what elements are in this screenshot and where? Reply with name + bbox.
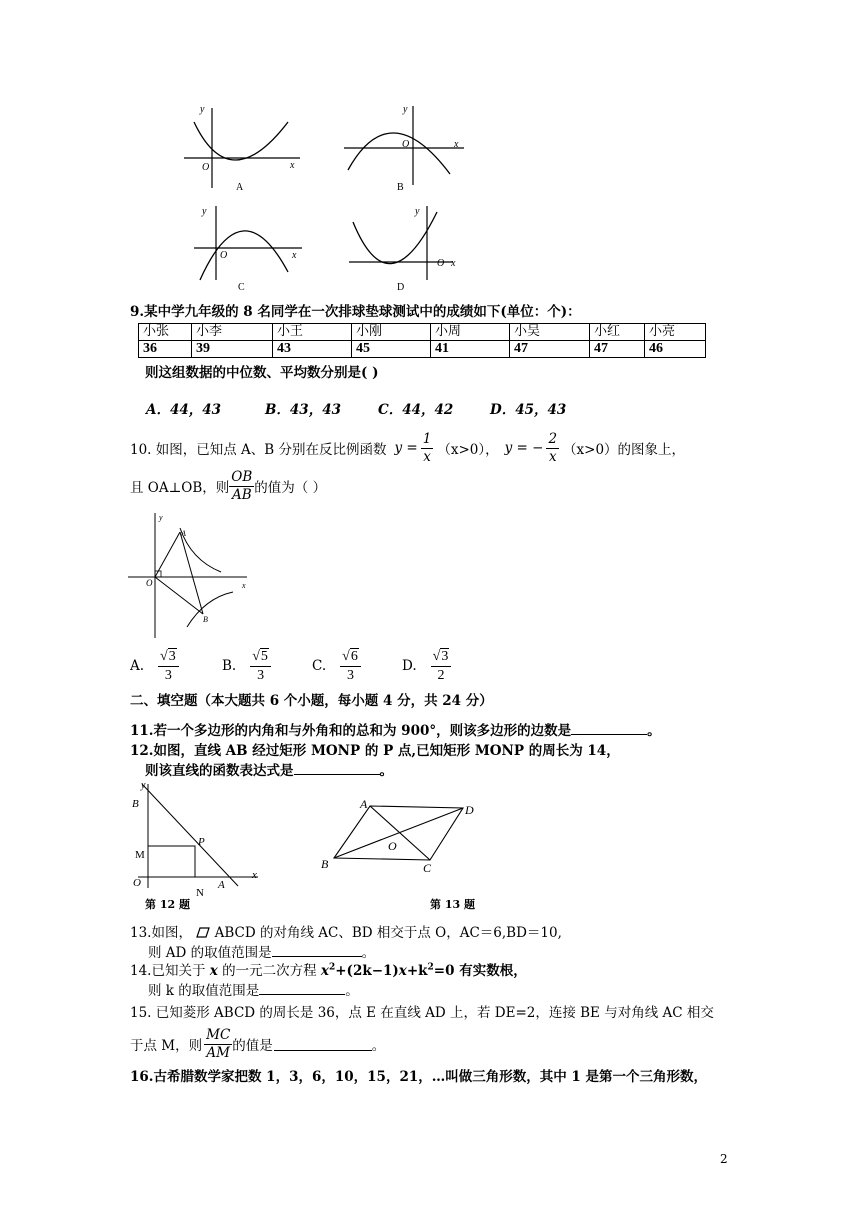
q13-answer-blank[interactable]: [272, 944, 362, 957]
score-cell: 47: [590, 341, 645, 358]
q13-fig-a: A: [360, 797, 368, 811]
q10-option-d-label: D.: [402, 658, 417, 674]
q13-line1-rest: ABCD 的对角线 AC、BD 相交于点 O，AC＝6,BD＝10,: [214, 925, 562, 941]
name-cell: 小亮: [645, 324, 706, 341]
name-cell: 小刚: [352, 324, 431, 341]
q14-line2-text: 则 k 的取值范围是: [148, 983, 260, 999]
q10-cond2: （x>0）的图象上，: [563, 442, 686, 458]
q10-option-d: [402, 643, 451, 689]
graph-a-y: y: [200, 104, 205, 115]
q14-eq-d: +k: [406, 963, 428, 979]
name-cell: 小红: [590, 324, 645, 341]
q15-line2-end: 的值是: [232, 1038, 273, 1054]
q13-fig-b: B: [321, 857, 329, 871]
q15-line2-text: 于点 M，则: [130, 1038, 203, 1054]
section-2-heading: 二、填空题（本大题共 6 个小题，每小题 4 分，共 24 分）: [130, 693, 493, 709]
q10-line2-end: 的值为（ ）: [254, 480, 327, 496]
q11-end: 。: [647, 723, 661, 739]
score-cell: 39: [192, 341, 273, 358]
graph-a-o: O: [202, 162, 210, 173]
q12-fig-p: P: [198, 836, 205, 848]
q15-answer-blank[interactable]: [274, 1038, 372, 1051]
q10-f1-den: x: [423, 448, 431, 465]
graph-b-o: O: [402, 139, 410, 150]
score-table-values-row: [139, 341, 706, 358]
graph-a-x: x: [290, 160, 295, 171]
graph-a: [180, 100, 305, 195]
q12-fig-b: B: [132, 798, 139, 810]
graph-d-y: y: [415, 206, 420, 217]
q10-option-b-den: 3: [257, 667, 265, 683]
q10-option-b-rad: 5: [260, 648, 268, 664]
q12-fig-m: M: [135, 849, 145, 861]
graph-c: [190, 200, 310, 295]
q10-figure: [125, 510, 255, 640]
q10-option-b: [222, 643, 271, 689]
q10-ratio-den: AB: [231, 486, 252, 503]
q14-end: 。: [345, 983, 359, 999]
q15-ratio-num: MC: [206, 1026, 231, 1043]
name-cell: 小吴: [510, 324, 590, 341]
score-cell: 43: [273, 341, 352, 358]
q15-ratio: [204, 1027, 232, 1062]
score-cell: 36: [139, 341, 192, 358]
q10-option-a: [130, 643, 179, 689]
sqrt-symbol: √: [160, 648, 168, 664]
q14-answer-blank[interactable]: [259, 982, 345, 995]
q12-line1: 12.如图，直线 AB 经过矩形 MONP 的 P 点,已知矩形 MONP 的周长为 14，: [130, 743, 620, 759]
name-cell: 小李: [192, 324, 273, 341]
q14-var: x: [209, 963, 218, 979]
parallelogram-icon: [196, 927, 210, 938]
graph-b: [340, 100, 470, 195]
q10-fig-x: x: [242, 581, 246, 590]
q13-figure: [318, 796, 483, 876]
q12-fig-x: x: [252, 869, 257, 881]
sqrt-symbol: √: [252, 648, 260, 664]
q10-cond1: （x>0），: [437, 442, 499, 458]
q14-line1-a: 14.已知关于: [130, 963, 210, 979]
q10-option-d-rad: 3: [441, 648, 449, 664]
q14-eq-x2: x: [398, 963, 407, 979]
q10-option-d-den: 2: [437, 667, 445, 683]
q10-ratio-num: OB: [231, 468, 253, 485]
q10-option-b-value: [250, 648, 271, 685]
q10-ratio: [229, 469, 254, 504]
graph-d: [345, 200, 470, 295]
q12-fig-o: O: [133, 877, 141, 889]
q10-f2-frac: [546, 431, 559, 466]
q12-figure: [128, 778, 266, 898]
q13-caption: 第 13 题: [430, 898, 475, 911]
graph-b-y: y: [403, 104, 408, 115]
q14-line2: [148, 982, 359, 1000]
graph-d-x: x: [451, 258, 456, 269]
q10-option-c-value: [340, 648, 361, 685]
graph-b-x: x: [454, 139, 459, 150]
q12-fig-a: A: [218, 879, 225, 891]
q10-fig-b: B: [203, 615, 208, 624]
name-cell: 小张: [139, 324, 192, 341]
q9-option-a: A．44，43: [146, 402, 222, 418]
q14-eq-e: =0 有实数根，: [433, 963, 527, 979]
q13-fig-o: O: [388, 839, 397, 853]
q10-fig-a: A: [181, 529, 186, 538]
score-table-names-row: [139, 324, 706, 341]
q10-option-b-label: B.: [222, 658, 237, 674]
q10-line2: [130, 466, 326, 506]
name-cell: 小周: [431, 324, 510, 341]
q10-option-c-label: C.: [312, 658, 327, 674]
q10-f2-num: 2: [548, 430, 558, 447]
q11-stem: 11.若一个多边形的内角和与外角和的总和为 900°，则该多边形的边数是: [130, 723, 572, 739]
q10-option-c: [312, 643, 361, 689]
q10-f1-frac: [421, 431, 434, 466]
q14-eq-b: +(2k−1): [335, 963, 399, 979]
q10-option-a-den: 3: [164, 667, 172, 683]
graph-c-label: C: [238, 282, 245, 293]
q10-option-c-den: 3: [346, 667, 354, 683]
q10-line1: [130, 428, 685, 468]
q10-fig-o: O: [146, 578, 153, 588]
q15-line2: [130, 1024, 385, 1064]
name-cell: 小王: [273, 324, 352, 341]
sqrt-symbol: √: [342, 648, 350, 664]
graph-d-o: O: [437, 258, 445, 269]
q13-line1: [130, 924, 562, 942]
q14-eq-x: x: [320, 963, 329, 979]
sqrt-symbol: √: [432, 648, 441, 664]
q10-f1-lhs: y =: [394, 440, 418, 456]
q10-option-a-label: A.: [130, 658, 145, 674]
graph-a-label: A: [236, 182, 244, 193]
q13-fig-d: D: [465, 803, 474, 817]
q10-fig-y: y: [159, 513, 163, 522]
q14-eq-sup2: 2: [427, 962, 434, 973]
q15-line1: 15. 已知菱形 ABCD 的周长是 36，点 E 在直线 AD 上，若 DE=2，连接 BE 与对角线 AC 相交: [130, 1005, 714, 1021]
q12-fig-n: N: [196, 887, 204, 898]
q14-eq-sup: 2: [328, 962, 336, 973]
q10-option-a-value: [158, 648, 179, 685]
q9-stem: 9.某中学九年级的 8 名同学在一次排球垫球测试中的成绩如下(单位：个)：: [130, 304, 581, 320]
graph-c-o: O: [220, 250, 228, 261]
q14-line1-b: 的一元二次方程: [217, 963, 321, 979]
q13-line1-text: 13.如图，: [130, 925, 192, 941]
q16-text: 16.古希腊数学家把数 1，3，6，10，15，21，…叫做三角形数，其中 1 是第一个三角形数，: [130, 1069, 708, 1085]
q13-line2-text: 则 AD 的取值范围是: [148, 945, 272, 961]
q9-option-b: B．43，43: [265, 402, 341, 418]
graph-d-label: D: [397, 282, 405, 293]
q10-line1-text: 10. 如图，已知点 A、B 分别在反比例函数: [130, 442, 387, 458]
score-table: [138, 323, 706, 358]
q11-text: [130, 722, 661, 740]
score-cell: 45: [352, 341, 431, 358]
q15-ratio-den: AM: [206, 1044, 230, 1061]
score-cell: 47: [510, 341, 590, 358]
q10-option-d-value: [431, 648, 452, 685]
score-cell: 46: [645, 341, 706, 358]
q13-end: 。: [361, 945, 376, 961]
q9-option-c: C．44，42: [378, 402, 454, 418]
q10-f1-num: 1: [422, 430, 432, 447]
q10-f2-lhs: y = −: [504, 440, 544, 456]
q13-line2: [148, 944, 375, 962]
q9-ask: 则这组数据的中位数、平均数分别是( ): [145, 365, 379, 381]
q14-line1: [130, 962, 527, 980]
q10-option-a-rad: 3: [168, 648, 176, 664]
q12-end: 。: [379, 763, 393, 779]
graph-b-label: B: [397, 182, 404, 193]
q11-answer-blank[interactable]: [571, 722, 647, 735]
q10-f2-den: x: [548, 448, 557, 465]
page-number: 2: [720, 1152, 728, 1166]
score-cell: 41: [431, 341, 510, 358]
q12-answer-blank[interactable]: [294, 762, 380, 775]
q13-fig-c: C: [423, 861, 432, 875]
q12-fig-y: y: [141, 780, 146, 791]
graph-c-y: y: [202, 206, 207, 217]
q12-line2-text: 则该直线的函数表达式是: [145, 763, 294, 779]
q10-line2-text: 且 OA⊥OB，则: [130, 480, 230, 496]
q15-end: 。: [371, 1038, 386, 1054]
q10-option-c-rad: 6: [350, 648, 358, 664]
q9-option-d: D．45，43: [490, 402, 567, 418]
q12-caption: 第 12 题: [145, 898, 190, 911]
graph-c-x: x: [292, 250, 297, 261]
